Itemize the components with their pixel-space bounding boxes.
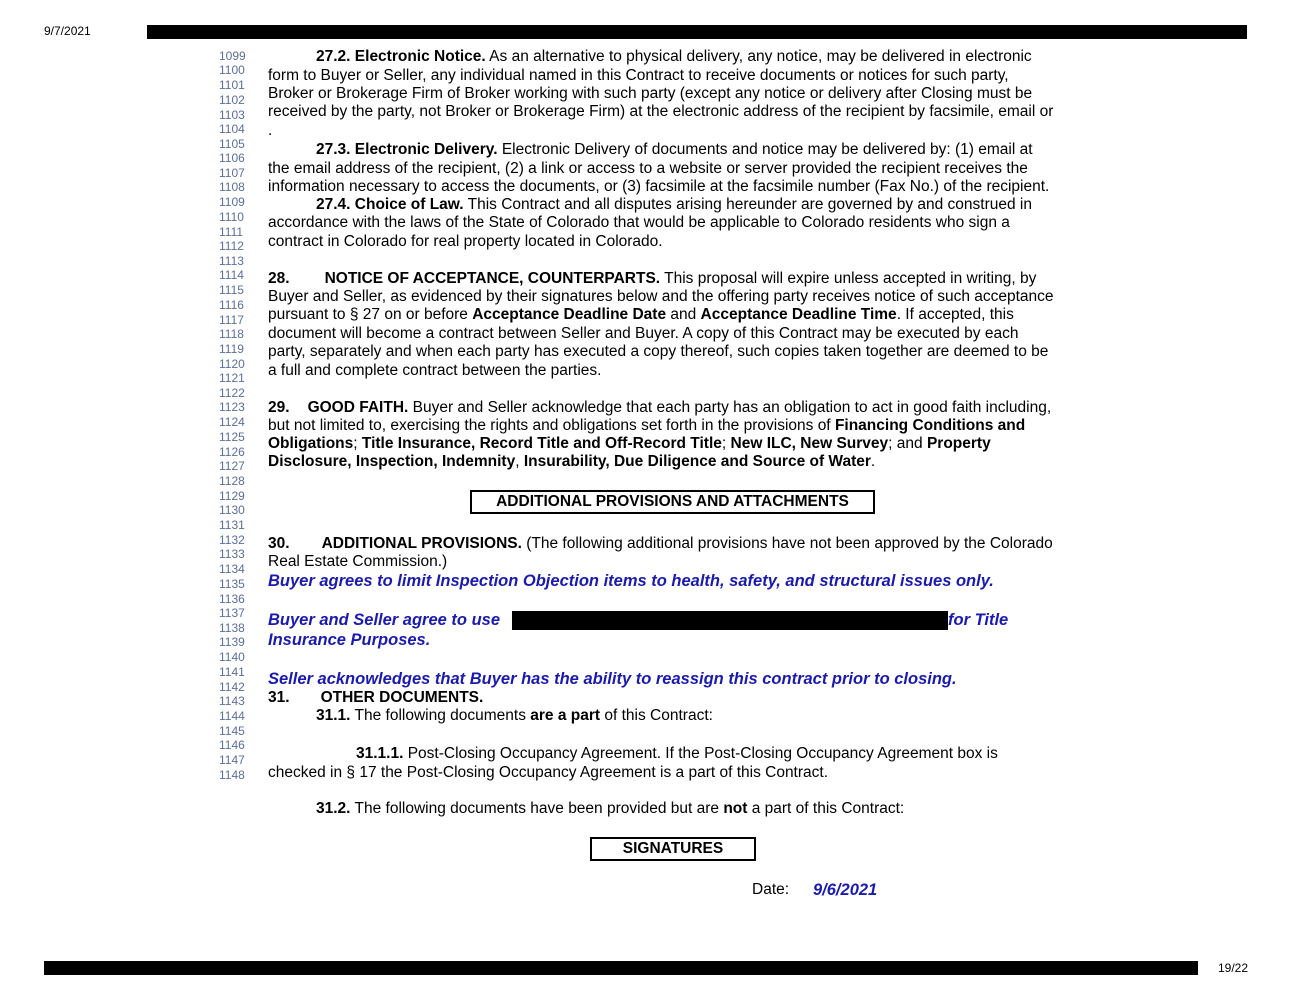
section-30-line: Real Estate Commission.) xyxy=(268,553,448,570)
line-number: 1143 xyxy=(219,694,245,708)
line-number: 1132 xyxy=(219,533,245,547)
additional-provision-3: Seller acknowledges that Buyer has the ability to reassign this contract prior to closing. xyxy=(268,670,957,688)
line-number: 1110 xyxy=(219,210,244,224)
redaction-bar-bottom xyxy=(44,961,1198,975)
line-number: 1114 xyxy=(219,268,244,282)
line-number: 1100 xyxy=(219,63,245,77)
section-29-line: Disclosure, Inspection, Indemnity, Insurability, Due Diligence and Source of Water. xyxy=(268,453,876,470)
section-28-line: 28. NOTICE OF ACCEPTANCE, COUNTERPARTS. This proposal will expire unless accepted in writing, by xyxy=(268,270,1037,287)
section-28-line: Buyer and Seller, as evidenced by their signatures below and the offering party receives notice of such acceptance xyxy=(268,288,1054,305)
section-31-1-line: 31.1. The following documents are a part of this Contract: xyxy=(316,707,713,724)
line-number: 1144 xyxy=(219,709,245,723)
line-number: 1146 xyxy=(219,738,245,752)
section-29-line: but not limited to, exercising the rights and obligations set forth in the provisions of Financing Conditions and xyxy=(268,417,1026,434)
line-number: 1101 xyxy=(219,78,245,92)
line-number: 1115 xyxy=(219,283,244,297)
section-27-4-line: contract in Colorado for real property located in Colorado. xyxy=(268,233,663,250)
section-27-3-line: 27.3. Electronic Delivery. Electronic Delivery of documents and notice may be delivered by: (1) email at xyxy=(316,141,1033,158)
section-28-line: party, separately and when each party has executed a copy thereof, such copies taken together are deemed to be xyxy=(268,343,1049,360)
redaction-bar-inline xyxy=(512,611,948,630)
section-29-line: Obligations; Title Insurance, Record Title and Off-Record Title; New ILC, New Survey; and Property xyxy=(268,435,991,452)
section-27-2-line: Broker or Brokerage Firm of Broker working with such party (except any notice or delivery after Closing must be xyxy=(268,85,1033,102)
page-number: 19/22 xyxy=(1218,961,1249,975)
section-31-1-1-line: 31.1.1. Post-Closing Occupancy Agreement. If the Post-Closing Occupancy Agreement box is xyxy=(356,745,998,762)
line-number: 1136 xyxy=(219,592,245,606)
line-number: 1140 xyxy=(219,650,245,664)
line-number: 1134 xyxy=(219,562,245,576)
section-29-line: 29. GOOD FAITH. Buyer and Seller acknowledge that each party has an obligation to act in good faith including, xyxy=(268,399,1052,416)
line-number: 1102 xyxy=(219,93,245,107)
line-number: 1117 xyxy=(219,313,244,327)
signatures-heading: SIGNATURES xyxy=(590,837,756,861)
line-number: 1099 xyxy=(219,49,246,63)
line-number: 1131 xyxy=(219,518,245,532)
additional-provisions-heading: ADDITIONAL PROVISIONS AND ATTACHMENTS xyxy=(470,490,875,514)
line-number: 1125 xyxy=(219,430,245,444)
section-27-4-line: 27.4. Choice of Law. This Contract and all disputes arising hereunder are governed by and construed in xyxy=(316,196,1032,213)
line-number: 1148 xyxy=(219,768,245,782)
line-number: 1141 xyxy=(219,665,245,679)
line-number: 1147 xyxy=(219,753,245,767)
line-number: 1106 xyxy=(219,151,245,165)
section-27-4-line: accordance with the laws of the State of Colorado that would be applicable to Colorado residents who sign a xyxy=(268,214,1010,231)
line-number: 1138 xyxy=(219,621,245,635)
line-number: 1104 xyxy=(219,122,245,136)
line-number: 1129 xyxy=(219,489,245,503)
signature-date-label: Date: xyxy=(752,881,790,898)
line-number: 1124 xyxy=(219,415,245,429)
section-27-2-line: . xyxy=(268,122,273,139)
line-number: 1118 xyxy=(219,327,244,341)
redaction-bar-top xyxy=(147,25,1247,39)
section-31-1-1-line: checked in § 17 the Post-Closing Occupancy Agreement is a part of this Contract. xyxy=(268,764,829,781)
print-date: 9/7/2021 xyxy=(44,24,91,38)
section-27-2-line: form to Buyer or Seller, any individual named in this Contract to receive documents or notices for such party, xyxy=(268,67,1009,84)
line-number: 1139 xyxy=(219,635,245,649)
additional-provision-2-cont: Insurance Purposes. xyxy=(268,631,431,649)
line-number: 1105 xyxy=(219,137,245,151)
line-number: 1135 xyxy=(219,577,245,591)
line-number: 1111 xyxy=(219,225,244,239)
section-28-line: a full and complete contract between the parties. xyxy=(268,362,602,379)
section-27-3-line: the email address of the recipient, (2) a link or access to a website or server provided the recipient receives the xyxy=(268,160,1028,177)
additional-provision-1: Buyer agrees to limit Inspection Objection items to health, safety, and structural issues only. xyxy=(268,572,994,590)
line-number: 1116 xyxy=(219,298,244,312)
line-number: 1142 xyxy=(219,680,245,694)
line-number: 1119 xyxy=(219,342,244,356)
line-number: 1107 xyxy=(219,166,245,180)
line-number: 1145 xyxy=(219,724,245,738)
line-number: 1128 xyxy=(219,474,245,488)
section-31-line: 31. OTHER DOCUMENTS. xyxy=(268,689,484,706)
line-number: 1113 xyxy=(219,254,244,268)
line-number: 1137 xyxy=(219,606,245,620)
line-number: 1123 xyxy=(219,400,245,414)
line-number: 1121 xyxy=(219,371,245,385)
line-number: 1130 xyxy=(219,503,245,517)
section-28-line: pursuant to § 27 on or before Acceptance Deadline Date and Acceptance Deadline Time. If accepted, this xyxy=(268,306,1014,323)
line-number: 1103 xyxy=(219,108,245,122)
line-number: 1109 xyxy=(219,195,245,209)
line-number: 1108 xyxy=(219,180,245,194)
section-30-line: 30. ADDITIONAL PROVISIONS. (The following additional provisions have not been approved by the Colorado xyxy=(268,535,1053,552)
signature-date-value[interactable]: 9/6/2021 xyxy=(813,881,878,899)
line-number: 1127 xyxy=(219,459,245,473)
line-number: 1133 xyxy=(219,547,245,561)
section-27-2-line: received by the party, not Broker or Brokerage Firm) at the electronic address of the recipient by facsimile, email or xyxy=(268,103,1054,120)
line-number: 1120 xyxy=(219,357,245,371)
line-number: 1112 xyxy=(219,239,244,253)
section-27-2-line: 27.2. Electronic Notice. As an alternative to physical delivery, any notice, may be delivered in electronic xyxy=(316,48,1032,65)
section-27-3-line: information necessary to access the documents, or (3) facsimile at the facsimile number (Fax No.) of the recipient. xyxy=(268,178,1050,195)
line-number: 1126 xyxy=(219,445,245,459)
additional-provision-2-cont: for Title xyxy=(948,611,1009,629)
additional-provision-2: Buyer and Seller agree to use xyxy=(268,611,501,629)
section-28-line: document will become a contract between Seller and Buyer. A copy of this Contract may be executed by each xyxy=(268,325,1019,342)
section-31-2-line: 31.2. The following documents have been provided but are not a part of this Contract: xyxy=(316,800,905,817)
line-number: 1122 xyxy=(219,386,245,400)
